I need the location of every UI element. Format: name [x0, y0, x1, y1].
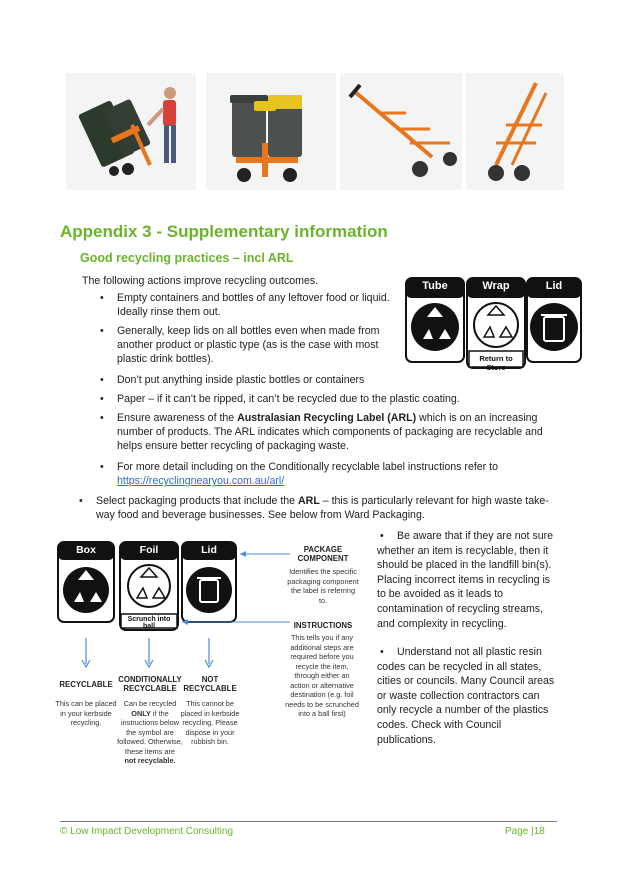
- right-bullet-resin-codes-text: Understand not all plastic resin codes can be recycled in all states, cities or councils. Many Council areas or waste collection contractors can only recycle a number of the plastics codes. Check with Council publications.: [377, 646, 555, 746]
- package-component-title: PACKAGE COMPONENT: [297, 545, 349, 563]
- cond-text-not: not recyclable.: [124, 756, 176, 765]
- bullet-more-detail: [117, 460, 557, 488]
- package-component-text: Identifies the specific packaging component the label is referring to.: [287, 567, 359, 605]
- section-subheading: Good recycling practices – incl ARL: [80, 251, 294, 265]
- not-recyclable-title: NOT RECYCLABLE: [183, 675, 237, 693]
- bullet-paper: • Paper – if it can’t be ripped, it can’t be recycled due to the plastic coating.: [117, 392, 557, 406]
- not-recyclable-text: This cannot be placed in kerbside recycling. Please dispose in your rubbish bin.: [180, 699, 240, 746]
- diagram-box-label: Box: [76, 544, 96, 556]
- cond-text-2: if the instructions below the symbol are followed. Otherwise, these items are: [117, 708, 183, 756]
- right-bullet-resin-codes: [377, 645, 559, 747]
- photo-man-with-trolley: [66, 73, 196, 190]
- lid-bin-icon: [530, 303, 578, 351]
- diagram-scrunch-label: Scrunch into ball: [127, 616, 171, 630]
- arl-link[interactable]: https://recyclingnearyou.com.au/arl/: [117, 475, 285, 488]
- bullet-keep-lids: • Generally, keep lids on all bottles even when made from another product or plastic type (as is the case with most plastic drink bottles).: [117, 324, 392, 367]
- bullet-arl-awareness: [117, 411, 562, 454]
- intro-text: The following actions improve recycling outcomes.: [82, 275, 319, 287]
- bullet-empty-containers: • Empty containers and bottles of any leftover food or liquid. Ideally rinse them out.: [117, 291, 392, 319]
- wrap-recycle-icon: [474, 303, 518, 347]
- diagram-foil-label: Foil: [139, 544, 159, 556]
- conditionally-recyclable-text: [116, 699, 184, 766]
- foil-recycle-icon: [128, 565, 170, 607]
- bullet-nothing-inside: • Don’t put anything inside plastic bottles or containers: [117, 373, 407, 387]
- recyclable-text: This can be placed in your kerbside recycling.: [55, 699, 117, 727]
- footer-divider: [60, 821, 557, 822]
- page-heading: Appendix 3 - Supplementary information: [60, 222, 388, 241]
- photo-bins-on-trolley: [206, 73, 336, 190]
- conditionally-recyclable-title: CONDITIONALLY RECYCLABLE: [118, 675, 182, 693]
- diagram-lid-bin-icon: [186, 567, 232, 613]
- arl-return-label: Return to Store: [479, 354, 513, 372]
- arl-pre-text: Ensure awareness of the: [117, 412, 238, 424]
- photo-trolley-one-image: [340, 73, 462, 190]
- recyclable-title: RECYCLABLE: [59, 680, 113, 689]
- arl-post-text: which is on an increasing number of products. The ARL indicates which components of packaging are recyclable and helps ensure better recycling of packaging waste.: [117, 412, 543, 453]
- arl-tube-label: Tube: [422, 280, 448, 292]
- detail-text: For more detail including on the Conditionally recyclable label instructions refer to: [117, 461, 498, 473]
- photo-trolley-two-image: [466, 73, 564, 190]
- arl-lid-label: Lid: [545, 280, 563, 292]
- cond-text-1: Can be recycled: [123, 699, 177, 708]
- arl-wrap-label: Wrap: [482, 280, 510, 292]
- photo-trolley-one: [340, 73, 462, 190]
- footer-page-number: Page |18: [505, 826, 545, 837]
- instructions-title: INSTRUCTIONS: [293, 621, 353, 630]
- instructions-text: This tells you if any additional steps are required before you recycle the item, through either an action or alternative destination (e.g. foil needs to be scrunched into a ball first): [285, 633, 359, 718]
- arl-bold-text: Australasian Recycling Label (ARL): [237, 412, 417, 424]
- footer-company: © Low Impact Development Consulting: [60, 826, 234, 837]
- right-bullet-marker-2: •: [380, 646, 384, 658]
- photo-bins-on-trolley-image: [206, 73, 336, 190]
- bullet-select-packaging: [96, 494, 564, 522]
- right-bullet-be-aware-text: Be aware that if they are not sure whether an item is recyclable, then it should be placed in the landfill bin(s). Placing incorrect items in recycling is to be avoided as it leads to contamination of recycling streams, and complexity in recycling.: [377, 530, 554, 630]
- photo-trolley-two: [466, 73, 564, 190]
- arl-diagram: [54, 540, 364, 765]
- select-bold-text: ARL: [298, 495, 320, 507]
- right-bullet-be-aware: [377, 529, 559, 631]
- diagram-lid-label: Lid: [201, 544, 217, 556]
- arl-label-example: [405, 277, 583, 372]
- photo-man-with-trolley-image: [66, 73, 196, 190]
- right-bullet-marker-1: •: [380, 530, 384, 542]
- select-pre-text: Select packaging products that include the: [96, 495, 299, 507]
- select-post-text: – this is particularly relevant for high waste take-way food and beverage businesses. See below from Ward Packaging.: [96, 495, 549, 522]
- cond-text-only: ONLY: [131, 708, 151, 718]
